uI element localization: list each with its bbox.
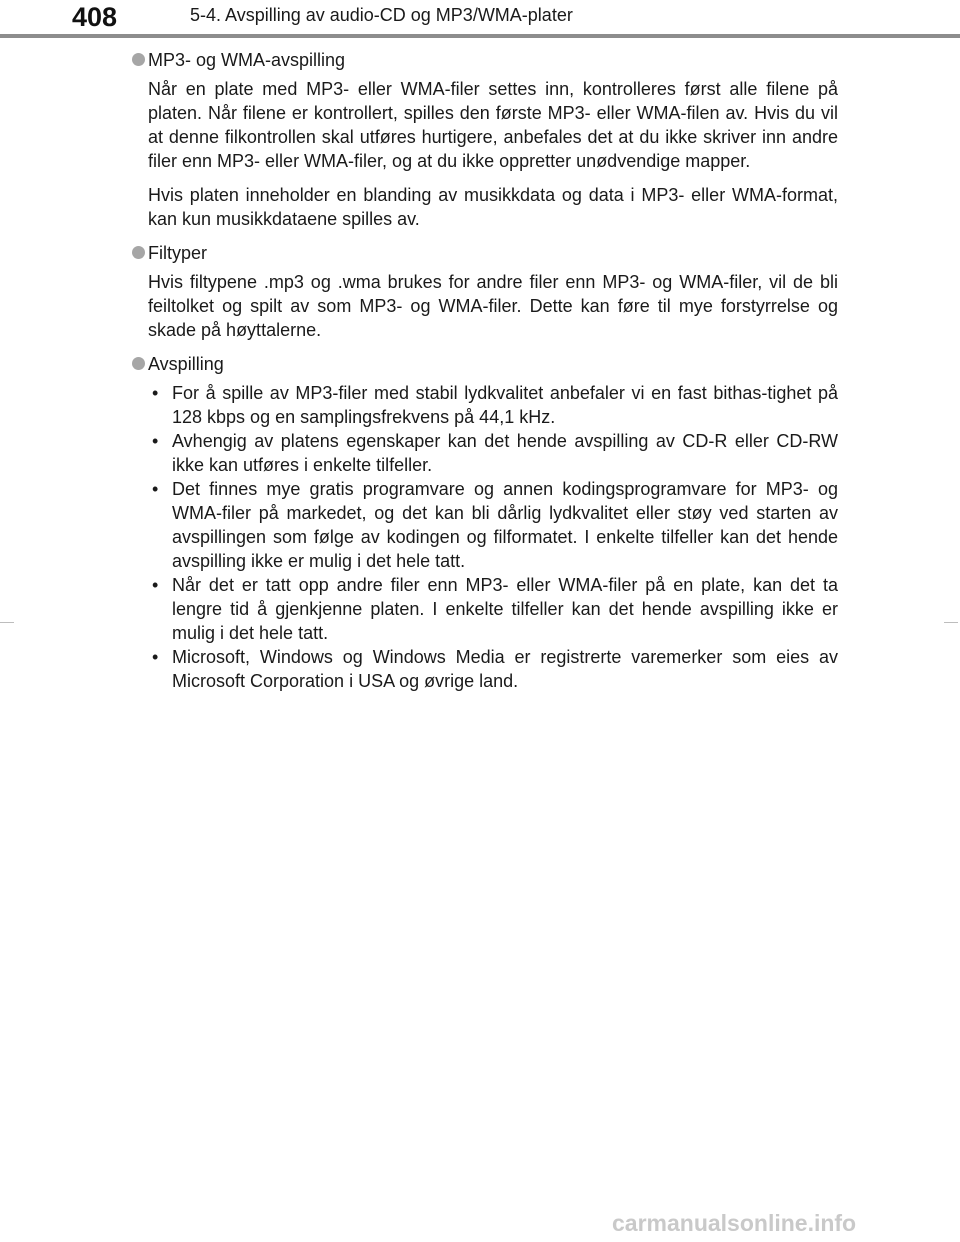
section-heading-text: MP3- og WMA-avspilling <box>148 50 346 70</box>
paragraph: Hvis platen inneholder en blanding av musikkdata og data i MP3- eller WMA-format, kan kun musikkdataene spilles av. <box>148 185 838 229</box>
round-bullet-icon <box>132 357 145 370</box>
list-item <box>148 381 838 429</box>
list-item <box>148 429 838 477</box>
list-item <box>148 645 838 693</box>
list-bullet-icon: • <box>152 647 159 667</box>
section-title: 5-4. Avspilling av audio-CD og MP3/WMA-plater <box>190 5 573 25</box>
list-item-text: Når det er tatt opp andre filer enn MP3- eller WMA-filer på en plate, kan det ta lengre tid å gjenkjenne platen. I enkelte tilfeller kan det hende avspilling ikke er mulig i det hele tatt. <box>172 575 838 643</box>
list-bullet-icon: • <box>152 383 159 403</box>
section-heading-text: Avspilling <box>148 354 224 374</box>
header-rule <box>0 34 960 38</box>
list-item-text: For å spille av MP3-filer med stabil lydkvalitet anbefaler vi en fast bithas-tighet på 128 kbps og en samplingsfrekvens på 44,1 kHz. <box>172 383 838 427</box>
section-mp3-wma-playback <box>134 48 838 231</box>
page-header <box>0 0 960 40</box>
paragraph: Når en plate med MP3- eller WMA-filer settes inn, kontrolleres først alle filene på platen. Når filene er kontrollert, spilles den første MP3- eller WMA-filen av. Hvis du vil at denne filkontrollen skal utføres hurtigere, anbefales det at du ikke skriver inn andre filer enn MP3- eller WMA-filer, og at du ikke oppretter unødvendige mapper. <box>148 79 838 171</box>
list-item-text: Det finnes mye gratis programvare og annen kodingsprogramvare for MP3- og WMA-filer på markedet, og det kan bli dårlig lydkvalitet eller støy ved starten av avspillingen som følge av kodingen og filformatet. I enkelte tilfeller kan det hende avspilling ikke er mulig i det hele tatt. <box>172 479 838 571</box>
page-content <box>134 48 838 699</box>
round-bullet-icon <box>132 246 145 259</box>
list-bullet-icon: • <box>152 479 159 499</box>
list-item <box>148 573 838 645</box>
note-list <box>148 381 838 693</box>
section-heading <box>134 48 838 72</box>
list-item <box>148 477 838 573</box>
page-number: 408 <box>72 2 118 32</box>
section-heading <box>134 352 838 376</box>
watermark: carmanualsonline.info <box>612 1210 857 1236</box>
crop-mark-right <box>944 622 958 623</box>
list-bullet-icon: • <box>152 431 159 451</box>
round-bullet-icon <box>132 53 145 66</box>
crop-mark-left <box>0 622 14 623</box>
list-item-text: Avhengig av platens egenskaper kan det hende avspilling av CD-R eller CD-RW ikke kan utføres i enkelte tilfeller. <box>172 431 838 475</box>
section-playback <box>134 352 838 693</box>
paragraph: Hvis filtypene .mp3 og .wma brukes for andre filer enn MP3- og WMA-filer, vil de bli feiltolket og spilt av som MP3- og WMA-filer. Dette kan føre til mye forstyrrelse og skade på høyttalerne. <box>148 272 838 340</box>
list-item-text: Microsoft, Windows og Windows Media er registrerte varemerker som eies av Microsoft Corporation i USA og øvrige land. <box>172 647 838 691</box>
section-file-types <box>134 241 838 342</box>
section-heading-text: Filtyper <box>148 243 208 263</box>
list-bullet-icon: • <box>152 575 159 595</box>
section-heading <box>134 241 838 265</box>
